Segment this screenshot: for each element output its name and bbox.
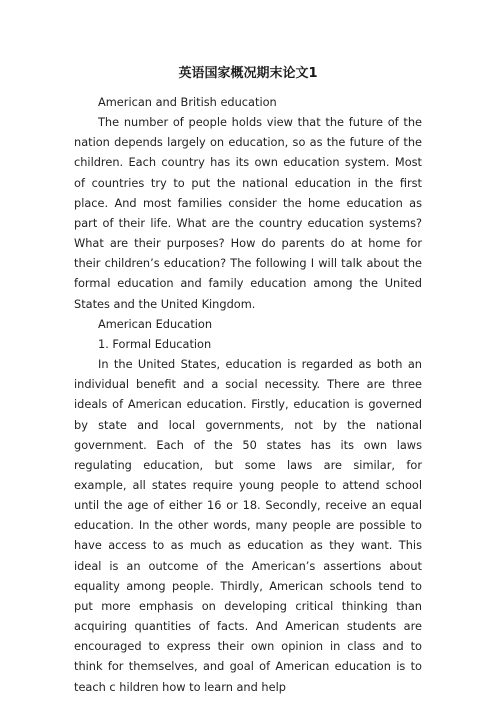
subsection-heading-formal-education: 1. Formal Education	[98, 336, 212, 351]
document-body	[74, 92, 422, 697]
formal-education-paragraph: In the United States, education is regarded as both an individual benefit and a social necessity. There are three ideals of American education. Firstly, education is governed by state and local governments, not by the national government. Each of the 50 states has its own laws regulating education, but some laws are similar, for example, all states require young people to attend school until the age of either 16 or 18. Secondly, receive an equal education. In the other words, many people are possible to have access to as much as education as they want. This ideal is an outcome of the American’s assertions about equality among people. Thirdly, American schools tend to put more emphasis on developing critical thinking than acquiring quantities of facts. And American students are encouraged to express their own opinion in class and to think for themselves, and goal of American education is to teach c hildren how to learn and help	[74, 357, 422, 694]
intro-paragraph: The number of people holds view that the future of the nation depends largely on education, so as the future of the children. Each country has its own education system. Most of countries try to put the national education in the first place. And most families consider the home education as part of their life. What are the country education systems? What are their purposes? How do parents do at home for their children’s education? The following I will talk about the formal education and family education among the United States and the United Kingdom.	[74, 115, 422, 311]
section-heading-american-british-education: American and British education	[98, 95, 277, 109]
section-heading-american-education: American Education	[98, 316, 213, 331]
document-title: 英语国家概况期末论文1	[178, 66, 318, 81]
